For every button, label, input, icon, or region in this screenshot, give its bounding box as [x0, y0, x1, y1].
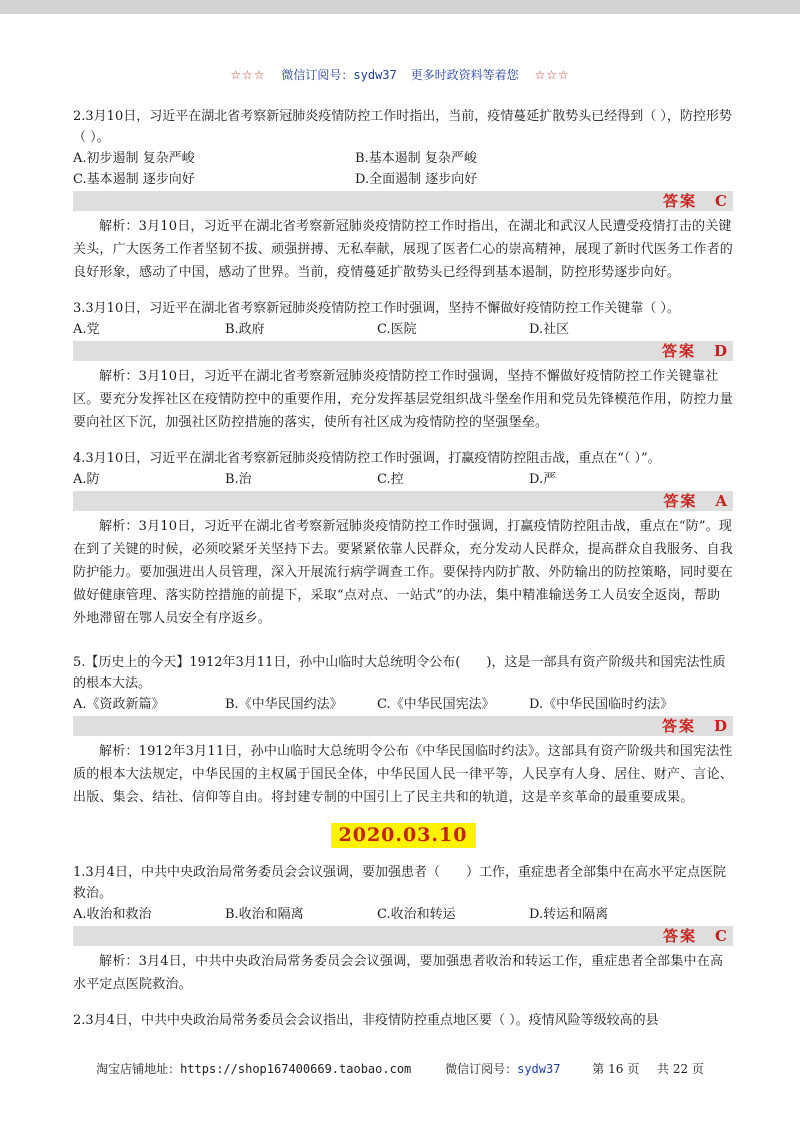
answer-bar [73, 191, 733, 211]
top-bar [0, 0, 800, 14]
question-block [73, 298, 733, 434]
question-text: 3.3月10日，习近平在湖北省考察新冠肺炎疫情防控工作时强调，坚持不懈做好疫情防控工作关键靠（ ）。 [73, 301, 680, 316]
question-text: 1.3月4日，中共中央政治局常务委员会会议强调，要加强患者（ ）工作，重症患者全部集中在高水平定点医院救治。 [73, 865, 726, 901]
options-row [73, 169, 733, 190]
page-number: 第 16 页 [592, 1062, 640, 1076]
explanation: 解析：1912年3月11日，孙中山临时大总统明令公布《中华民国临时约法》。这部具有资产阶级共和国宪法性质的根本大法规定，中华民国的主权属于国民全体，中华民国人民一律平等，人民享有人身、居住、财产、言论、出版、集会、结社、信仰等自由。将封建专制的中国引上了民主共和的轨道，这是辛亥革命的最重要成果。 [73, 744, 734, 805]
wechat-account: sydw37 [517, 1062, 561, 1076]
answer-bar [73, 716, 733, 736]
option: D.转运和隔离 [529, 907, 609, 922]
options-row [73, 148, 733, 169]
header-tagline: 更多时政资料等着您 [410, 68, 519, 82]
option: D.《中华民国临时约法》 [529, 697, 674, 712]
explanation: 解析：3月10日，习近平在湖北省考察新冠肺炎疫情防控工作时指出，在湖北和武汉人民遭受疫情打击的关键关头，广大医务工作者坚韧不拔、顽强拼搏、无私奉献，展现了医者仁心的崇高精神，展现了新时代医务工作者的良好形象，感动了中国，感动了世界。当前，疫情蔓延扩散势头已经得到基本遏制，防控形势逐步向好。 [73, 219, 734, 280]
question-text: 2.3月10日，习近平在湖北省考察新冠肺炎疫情防控工作时指出，当前，疫情蔓延扩散势头已经得到（ ），防控形势（ ）。 [73, 109, 732, 145]
answer-label: 答案 [661, 342, 696, 360]
stars-left: ☆☆☆ [230, 68, 266, 82]
answer-value: D [713, 342, 727, 360]
options-row [73, 904, 733, 925]
spacer [73, 996, 733, 1010]
option: D.严 [529, 472, 557, 487]
option: C.控 [377, 472, 404, 487]
option: B.《中华民国约法》 [225, 697, 343, 712]
section-date-title: 2020.03.10 [331, 823, 476, 848]
options-row [73, 694, 733, 715]
option: C.医院 [377, 322, 417, 337]
option: C.收治和转运 [377, 907, 456, 922]
wechat-label: 微信订阅号： [445, 1062, 518, 1076]
option: D.社区 [529, 322, 570, 337]
spacer [73, 284, 733, 298]
answer-label: 答案 [663, 492, 698, 510]
answer-value: C [715, 192, 727, 210]
option: C.《中华民国宪法》 [377, 697, 495, 712]
option: A.防 [73, 472, 100, 487]
option: A.党 [73, 322, 100, 337]
answer-value: C [715, 927, 727, 945]
shop-url: https://shop167400669.taobao.com [180, 1062, 412, 1076]
answer-label: 答案 [663, 927, 698, 945]
question-block [73, 652, 733, 809]
stars-right: ☆☆☆ [534, 68, 570, 82]
answer-value: D [713, 717, 727, 735]
answer-bar [73, 926, 733, 946]
spacer [73, 434, 733, 448]
option: A.收治和救治 [73, 907, 152, 922]
spacer [73, 630, 733, 652]
date-section [73, 823, 733, 848]
page-footer [0, 1060, 800, 1077]
answer-label: 答案 [663, 192, 698, 210]
explanation: 解析：3月4日，中共中央政治局常务委员会会议强调，要加强患者收治和转运工作，重症患者全部集中在高水平定点医院救治。 [73, 954, 724, 992]
option: D.全面遏制 逐步向好 [355, 172, 478, 187]
options-row [73, 469, 733, 490]
option: C.基本遏制 逐步向好 [73, 172, 195, 187]
answer-label: 答案 [661, 717, 696, 735]
explanation: 解析：3月10日，习近平在湖北省考察新冠肺炎疫情防控工作时强调，坚持不懈做好疫情防控工作关键靠社区。要充分发挥社区在疫情防控中的重要作用，充分发挥基层党组织战斗堡垒作用和党员先锋模范作用，防控力量要向社区下沉，加强社区防控措施的落实，使所有社区成为疫情防控的坚强堡垒。 [73, 369, 734, 430]
option: A.《资政新篇》 [73, 697, 165, 712]
option: B.政府 [225, 322, 265, 337]
answer-value: A [715, 492, 727, 510]
main-content [73, 106, 733, 1031]
option: B.基本遏制 复杂严峻 [355, 151, 477, 166]
answer-bar [73, 491, 733, 511]
shop-label: 淘宝店铺地址： [96, 1062, 181, 1076]
option: A.初步遏制 复杂严峻 [73, 151, 195, 166]
question-block [73, 448, 733, 630]
header-account: sydw37 [353, 68, 397, 82]
question-text: 4.3月10日，习近平在湖北省考察新冠肺炎疫情防控工作时强调，打赢疫情防控阻击战，重点在“（ ）”。 [73, 451, 661, 466]
option: B.治 [225, 472, 252, 487]
question-text: 5.【历史上的今天】1912年3月11日，孙中山临时大总统明令公布( )，这是一部具有资产阶级共和国宪法性质的根本大法。 [73, 655, 726, 691]
question-block [73, 106, 733, 284]
header-label: 微信订阅号： [281, 68, 354, 82]
option: B.收治和隔离 [225, 907, 304, 922]
page-total: 共 22 页 [657, 1062, 704, 1076]
question-text-partial: 2.3月4日，中共中央政治局常务委员会会议指出，非疫情防控重点地区要（ ）。疫情风险等级较高的县 [73, 1013, 659, 1028]
answer-bar [73, 341, 733, 361]
page-header [0, 66, 800, 83]
options-row [73, 319, 733, 340]
question-block [73, 862, 733, 996]
explanation: 解析：3月10日，习近平在湖北省考察新冠肺炎疫情防控工作时强调，打赢疫情防控阻击战，重点在“防”。现在到了关键的时候，必须咬紧牙关坚持下去。要紧紧依靠人民群众，充分发动人民群众，提高群众自我服务、自我防护能力。要加强进出人员管理，深入开展流行病学调查工作。要保持内防扩散、外防输出的防控策略，同时要在做好健康管理、落实防控措施的前提下，采取“点对点、一站式”的办法，集中精准输送务工人员安全返岗，帮助外地滞留在鄂人员安全有序返乡。 [73, 519, 734, 626]
